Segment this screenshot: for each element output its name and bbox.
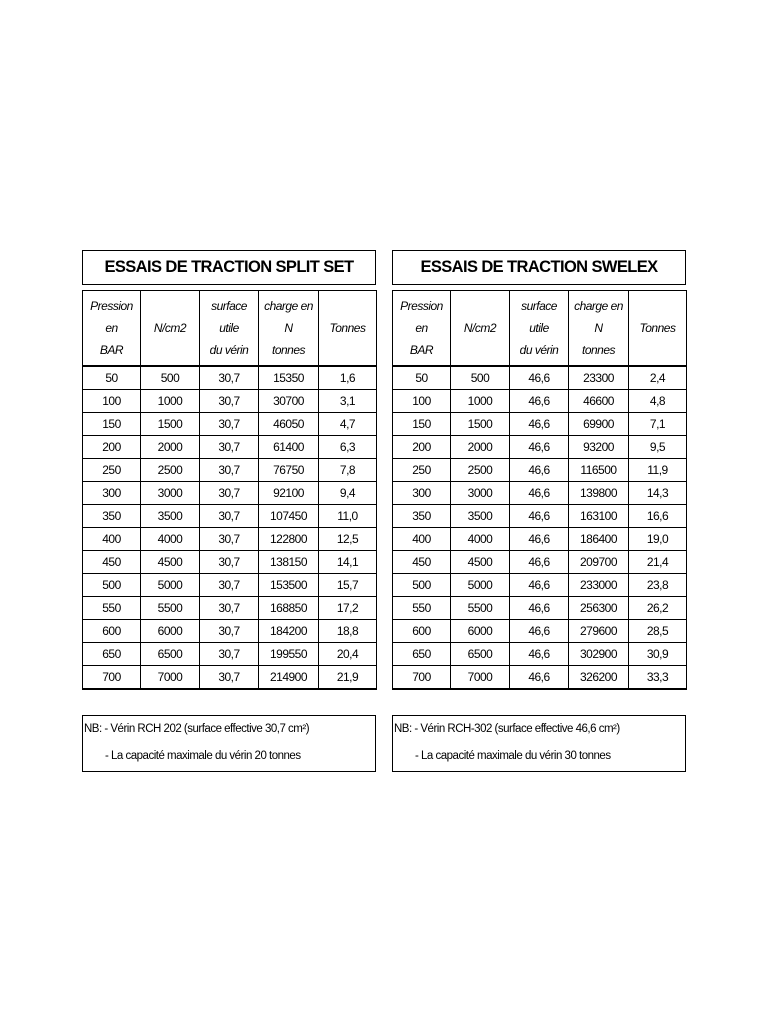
table-cell: 20,4 [319, 643, 377, 666]
table-cell: 46600 [569, 390, 629, 413]
table-row [83, 459, 377, 482]
swelex-panel [392, 250, 686, 771]
table-cell: 168850 [259, 597, 319, 620]
table-cell: 550 [83, 597, 141, 620]
split-set-panel [82, 250, 376, 771]
table-cell: 3500 [451, 505, 510, 528]
table-cell: 23300 [569, 366, 629, 390]
table-cell: 186400 [569, 528, 629, 551]
table-cell: 21,4 [629, 551, 687, 574]
table-cell: 3000 [451, 482, 510, 505]
table-row [393, 390, 687, 413]
table-row [83, 505, 377, 528]
table-cell: 69900 [569, 413, 629, 436]
table-cell: 650 [393, 643, 451, 666]
table-cell: 5000 [141, 574, 200, 597]
table-cell: 30,7 [200, 643, 259, 666]
table-cell: 46,6 [510, 666, 569, 690]
table-cell: 6000 [451, 620, 510, 643]
table-row [393, 574, 687, 597]
table-cell: 600 [393, 620, 451, 643]
table-cell: 326200 [569, 666, 629, 690]
table-cell: 7,8 [319, 459, 377, 482]
column-header-charge: charge en N tonnes [569, 291, 629, 367]
table-cell: 300 [83, 482, 141, 505]
table-cell: 46,6 [510, 413, 569, 436]
table-cell: 200 [393, 436, 451, 459]
column-header-ncm2: N/cm2 [451, 291, 510, 367]
table-row [83, 597, 377, 620]
table-cell: 700 [83, 666, 141, 690]
table-cell: 500 [393, 574, 451, 597]
column-header-tonnes: Tonnes [319, 291, 377, 367]
table-cell: 19,0 [629, 528, 687, 551]
table-cell: 209700 [569, 551, 629, 574]
table-cell: 46,6 [510, 390, 569, 413]
table-cell: 92100 [259, 482, 319, 505]
table-cell: 200 [83, 436, 141, 459]
table-cell: 1000 [451, 390, 510, 413]
table-cell: 107450 [259, 505, 319, 528]
split-set-note [82, 715, 376, 772]
table-row [83, 482, 377, 505]
table-row [83, 574, 377, 597]
table-cell: 30,7 [200, 390, 259, 413]
table-cell: 2,4 [629, 366, 687, 390]
table-cell: 14,3 [629, 482, 687, 505]
table-cell: 7000 [451, 666, 510, 690]
table-cell: 76750 [259, 459, 319, 482]
swelex-table [392, 290, 687, 690]
table-cell: 250 [393, 459, 451, 482]
table-row [393, 366, 687, 390]
table-cell: 46050 [259, 413, 319, 436]
table-cell: 30,7 [200, 620, 259, 643]
table-cell: 46,6 [510, 643, 569, 666]
table-cell: 2000 [141, 436, 200, 459]
table-cell: 46,6 [510, 551, 569, 574]
table-cell: 116500 [569, 459, 629, 482]
table-cell: 233000 [569, 574, 629, 597]
table-cell: 1500 [141, 413, 200, 436]
table-cell: 46,6 [510, 620, 569, 643]
table-cell: 50 [83, 366, 141, 390]
table-cell: 30,7 [200, 666, 259, 690]
table-cell: 15,7 [319, 574, 377, 597]
table-cell: 400 [83, 528, 141, 551]
note-line-1: NB: - Vérin RCH-302 (surface effective 46,6 cm²) [394, 723, 620, 735]
table-cell: 1,6 [319, 366, 377, 390]
table-row [393, 436, 687, 459]
table-cell: 4500 [451, 551, 510, 574]
table-cell: 16,6 [629, 505, 687, 528]
table-cell: 46,6 [510, 528, 569, 551]
table-cell: 30,7 [200, 436, 259, 459]
table-cell: 9,5 [629, 436, 687, 459]
table-row [83, 620, 377, 643]
table-cell: 150 [83, 413, 141, 436]
table-cell: 6000 [141, 620, 200, 643]
table-cell: 3,1 [319, 390, 377, 413]
table-cell: 7000 [141, 666, 200, 690]
table-cell: 2500 [141, 459, 200, 482]
column-header-surface: surface utile du vérin [510, 291, 569, 367]
table-row [83, 413, 377, 436]
column-header-ncm2: N/cm2 [141, 291, 200, 367]
table-cell: 300 [393, 482, 451, 505]
table-cell: 150 [393, 413, 451, 436]
table-cell: 6500 [451, 643, 510, 666]
table-cell: 250 [83, 459, 141, 482]
table-cell: 4,7 [319, 413, 377, 436]
table-cell: 9,4 [319, 482, 377, 505]
table-cell: 46,6 [510, 366, 569, 390]
table-cell: 139800 [569, 482, 629, 505]
table-cell: 7,1 [629, 413, 687, 436]
table-cell: 302900 [569, 643, 629, 666]
table-cell: 12,5 [319, 528, 377, 551]
table-cell: 30,7 [200, 459, 259, 482]
table-row [393, 413, 687, 436]
table-cell: 30700 [259, 390, 319, 413]
table-cell: 61400 [259, 436, 319, 459]
table-cell: 4000 [141, 528, 200, 551]
swelex-title: ESSAIS DE TRACTION SWELEX [392, 250, 686, 285]
table-cell: 30,7 [200, 505, 259, 528]
table-cell: 450 [393, 551, 451, 574]
table-cell: 33,3 [629, 666, 687, 690]
table-cell: 30,7 [200, 413, 259, 436]
table-cell: 23,8 [629, 574, 687, 597]
table-header-row [83, 291, 377, 367]
table-cell: 450 [83, 551, 141, 574]
table-row [393, 620, 687, 643]
table-cell: 30,9 [629, 643, 687, 666]
table-cell: 5500 [451, 597, 510, 620]
table-cell: 11,9 [629, 459, 687, 482]
table-cell: 26,2 [629, 597, 687, 620]
table-cell: 199550 [259, 643, 319, 666]
table-cell: 46,6 [510, 482, 569, 505]
table-cell: 122800 [259, 528, 319, 551]
split-set-title: ESSAIS DE TRACTION SPLIT SET [82, 250, 376, 285]
table-cell: 650 [83, 643, 141, 666]
table-cell: 1500 [451, 413, 510, 436]
table-row [83, 551, 377, 574]
table-cell: 2500 [451, 459, 510, 482]
table-cell: 46,6 [510, 597, 569, 620]
column-header-tonnes: Tonnes [629, 291, 687, 367]
table-cell: 30,7 [200, 528, 259, 551]
table-cell: 28,5 [629, 620, 687, 643]
table-cell: 21,9 [319, 666, 377, 690]
table-row [83, 528, 377, 551]
table-cell: 46,6 [510, 505, 569, 528]
table-cell: 46,6 [510, 574, 569, 597]
table-row [83, 666, 377, 690]
table-cell: 350 [83, 505, 141, 528]
table-cell: 11,0 [319, 505, 377, 528]
table-cell: 1000 [141, 390, 200, 413]
table-row [83, 643, 377, 666]
table-cell: 4,8 [629, 390, 687, 413]
note-line-1: NB: - Vérin RCH 202 (surface effective 30,7 cm²) [84, 723, 310, 735]
table-cell: 4500 [141, 551, 200, 574]
table-cell: 3500 [141, 505, 200, 528]
column-header-pression: Pression en BAR [83, 291, 141, 367]
table-row [393, 528, 687, 551]
table-cell: 6500 [141, 643, 200, 666]
swelex-note [392, 715, 686, 772]
table-cell: 100 [83, 390, 141, 413]
table-cell: 214900 [259, 666, 319, 690]
table-cell: 500 [451, 366, 510, 390]
table-cell: 30,7 [200, 366, 259, 390]
note-line-2: - La capacité maximale du vérin 20 tonnes [105, 750, 301, 762]
table-cell: 256300 [569, 597, 629, 620]
table-cell: 600 [83, 620, 141, 643]
table-cell: 30,7 [200, 551, 259, 574]
table-cell: 163100 [569, 505, 629, 528]
table-row [393, 643, 687, 666]
table-cell: 279600 [569, 620, 629, 643]
table-cell: 30,7 [200, 597, 259, 620]
table-row [393, 666, 687, 690]
table-cell: 5000 [451, 574, 510, 597]
table-row [393, 459, 687, 482]
table-cell: 18,8 [319, 620, 377, 643]
table-cell: 93200 [569, 436, 629, 459]
table-row [83, 366, 377, 390]
table-cell: 15350 [259, 366, 319, 390]
table-row [393, 597, 687, 620]
table-cell: 46,6 [510, 436, 569, 459]
table-row [393, 551, 687, 574]
table-cell: 550 [393, 597, 451, 620]
table-cell: 100 [393, 390, 451, 413]
table-cell: 350 [393, 505, 451, 528]
table-cell: 500 [141, 366, 200, 390]
table-cell: 17,2 [319, 597, 377, 620]
table-cell: 138150 [259, 551, 319, 574]
table-cell: 6,3 [319, 436, 377, 459]
table-header-row [393, 291, 687, 367]
table-cell: 184200 [259, 620, 319, 643]
column-header-surface: surface utile du vérin [200, 291, 259, 367]
table-cell: 400 [393, 528, 451, 551]
table-cell: 46,6 [510, 459, 569, 482]
table-row [83, 390, 377, 413]
table-cell: 153500 [259, 574, 319, 597]
table-cell: 14,1 [319, 551, 377, 574]
table-row [393, 505, 687, 528]
table-cell: 700 [393, 666, 451, 690]
split-set-table [82, 290, 377, 690]
table-row [393, 482, 687, 505]
note-line-2: - La capacité maximale du vérin 30 tonnes [415, 750, 611, 762]
column-header-charge: charge en N tonnes [259, 291, 319, 367]
table-cell: 4000 [451, 528, 510, 551]
table-cell: 30,7 [200, 482, 259, 505]
table-cell: 30,7 [200, 574, 259, 597]
table-cell: 3000 [141, 482, 200, 505]
table-cell: 5500 [141, 597, 200, 620]
table-cell: 50 [393, 366, 451, 390]
table-cell: 500 [83, 574, 141, 597]
table-cell: 2000 [451, 436, 510, 459]
column-header-pression: Pression en BAR [393, 291, 451, 367]
table-row [83, 436, 377, 459]
